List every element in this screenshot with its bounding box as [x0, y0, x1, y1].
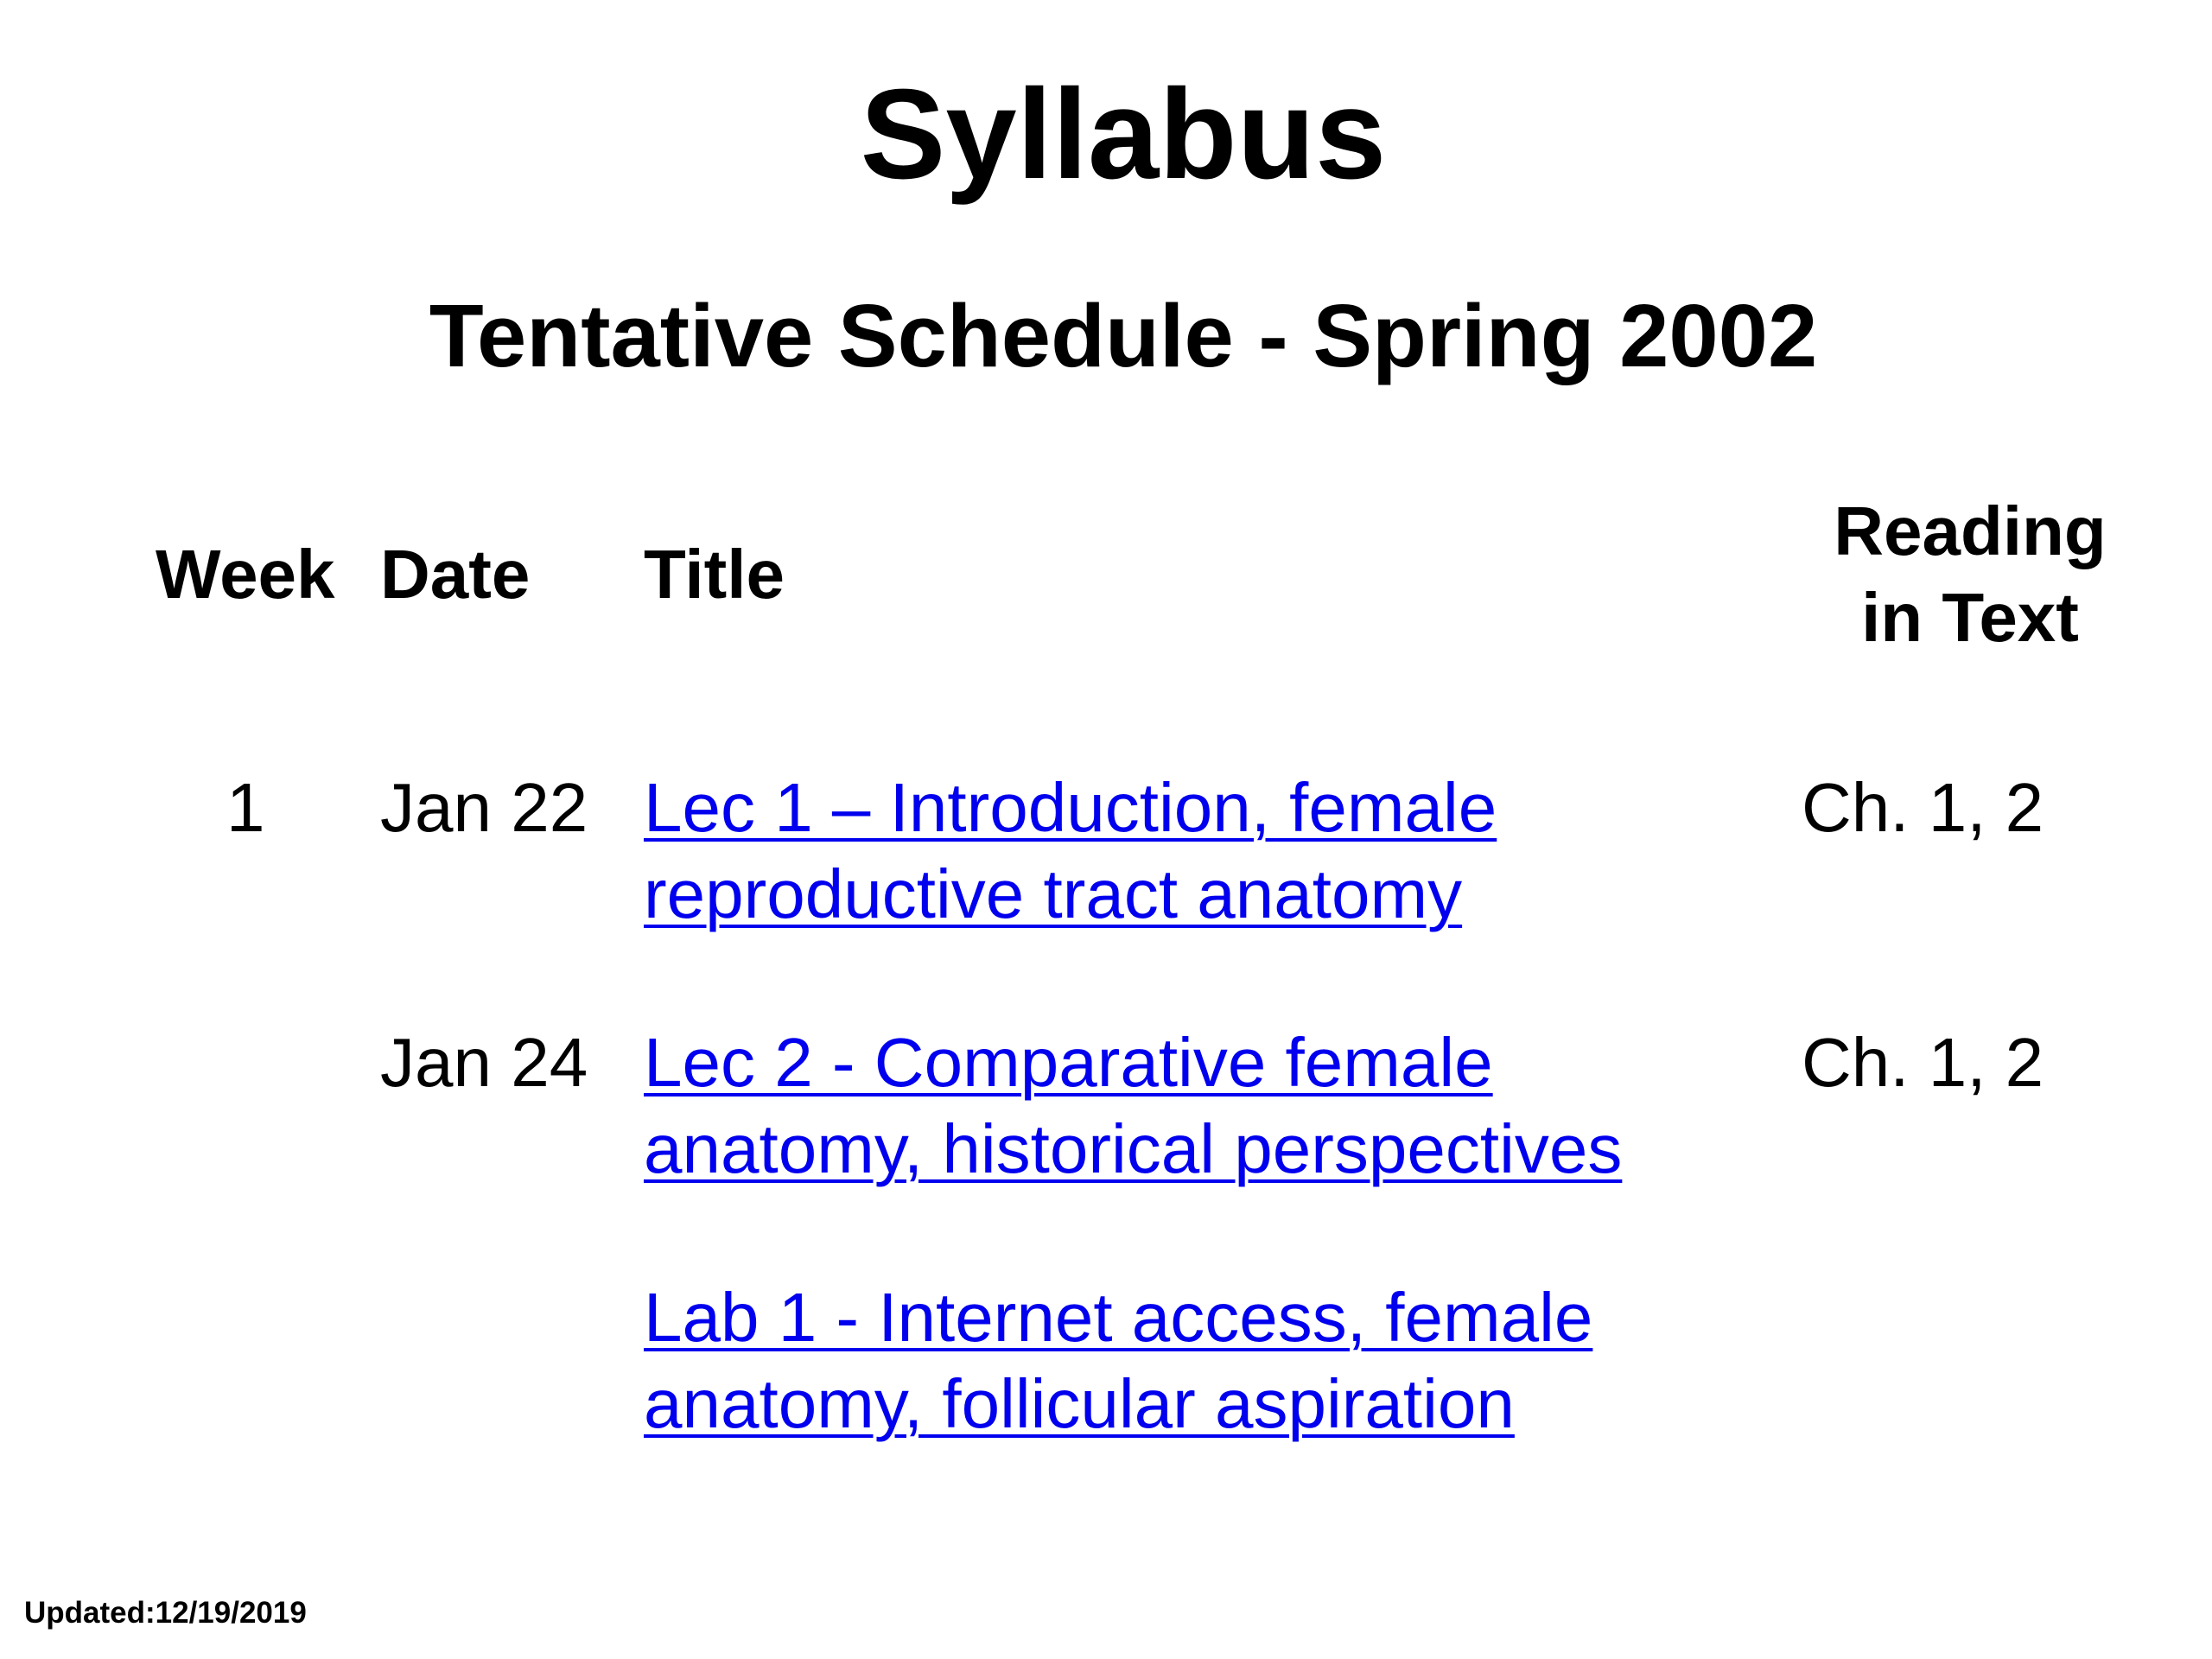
column-header-reading-line2: in Text [1861, 579, 2079, 656]
column-header-reading [1780, 488, 2160, 661]
row-3-title-link[interactable] [644, 1274, 1592, 1447]
row-1-title-link-line2[interactable]: reproductive tract anatomy [644, 855, 1463, 932]
row-1-title-link[interactable] [644, 765, 1497, 938]
row-1-week: 1 [226, 769, 265, 846]
row-2-date: Jan 24 [380, 1024, 588, 1101]
row-1-reading: Ch. 1, 2 [1802, 769, 2044, 846]
column-header-date: Date [380, 536, 531, 613]
updated-date: Updated:12/19/2019 [24, 1596, 307, 1630]
row-1-date: Jan 22 [380, 769, 588, 846]
row-3-title-link-line2[interactable]: anatomy, follicular aspiration [644, 1365, 1515, 1442]
page-subtitle: Tentative Schedule - Spring 2002 [429, 286, 1818, 385]
row-2-title-link-line1[interactable]: Lec 2 - Comparative female [644, 1024, 1493, 1101]
column-header-week: Week [156, 536, 335, 613]
row-2-title-link[interactable] [644, 1020, 1622, 1192]
row-2-title-link-line2[interactable]: anatomy, historical perspectives [644, 1110, 1623, 1187]
row-3-title-link-line1[interactable]: Lab 1 - Internet access, female [644, 1279, 1593, 1356]
column-header-reading-line1: Reading [1834, 493, 2107, 569]
row-1-title-link-line1[interactable]: Lec 1 – Introduction, female [644, 769, 1497, 846]
column-header-title: Title [644, 536, 785, 613]
row-2-reading: Ch. 1, 2 [1802, 1024, 2044, 1101]
page-title: Syllabus [860, 63, 1387, 206]
